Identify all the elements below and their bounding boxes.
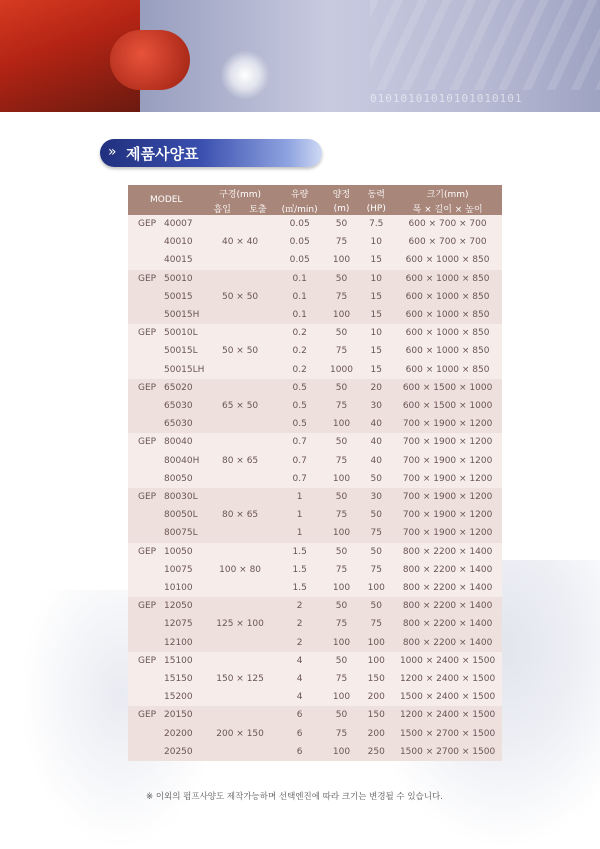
model-cell — [128, 397, 204, 415]
head-cell: 1000 — [324, 361, 360, 379]
head-cell: 50 — [324, 652, 360, 670]
power-cell: 15 — [359, 361, 393, 379]
size-cell: 800 × 2200 × 1400 — [393, 634, 502, 652]
power-cell: 40 — [359, 433, 393, 451]
table-row-group — [128, 543, 502, 598]
table-row-group — [128, 433, 502, 488]
power-cell: 30 — [359, 488, 393, 506]
head-cell: 100 — [324, 415, 360, 433]
light-glow-decoration — [220, 50, 270, 100]
model-number: 50010L — [164, 328, 198, 339]
flow-cell: 0.05 — [276, 251, 324, 269]
model-number: 20150 — [164, 710, 193, 721]
header-flow-unit: (㎥/min) — [276, 202, 324, 215]
header-model: MODEL — [128, 185, 204, 215]
header-banner — [0, 0, 600, 112]
model-number: 10075 — [164, 564, 193, 575]
model-prefix: GEP — [138, 219, 157, 229]
model-cell — [128, 433, 204, 451]
model-number: 20200 — [164, 728, 193, 739]
flow-cell: 6 — [276, 725, 324, 743]
diameter-cell: 80 × 65 — [204, 488, 275, 543]
size-cell: 700 × 1900 × 1200 — [393, 506, 502, 524]
model-prefix: GEP — [138, 655, 157, 666]
power-cell: 30 — [359, 397, 393, 415]
model-cell — [128, 634, 204, 652]
power-cell: 40 — [359, 415, 393, 433]
power-cell: 100 — [359, 634, 393, 652]
header-suction: 흡입 — [204, 202, 240, 215]
power-cell: 100 — [359, 652, 393, 670]
size-cell: 600 × 700 × 700 — [393, 233, 502, 251]
model-prefix: GEP — [138, 546, 157, 557]
flow-cell: 4 — [276, 670, 324, 688]
table-row-group — [128, 215, 502, 270]
table-row-group — [128, 270, 502, 325]
model-cell — [128, 251, 204, 269]
size-cell: 700 × 1900 × 1200 — [393, 415, 502, 433]
flow-cell: 1 — [276, 488, 324, 506]
model-number: 10100 — [164, 583, 193, 594]
power-cell: 200 — [359, 725, 393, 743]
flow-cell: 4 — [276, 688, 324, 706]
model-number: 50010 — [164, 273, 193, 284]
flow-cell: 1 — [276, 524, 324, 542]
power-cell: 40 — [359, 452, 393, 470]
header-head-unit: (m) — [324, 202, 360, 215]
power-cell: 20 — [359, 379, 393, 397]
diameter-cell: 50 × 50 — [204, 270, 275, 325]
model-number: 50015 — [164, 291, 193, 302]
header-size: 크기(mm) — [393, 185, 502, 202]
double-chevron-icon: » — [108, 144, 117, 160]
size-cell: 800 × 2200 × 1400 — [393, 561, 502, 579]
size-cell: 1200 × 2400 × 1500 — [393, 706, 502, 724]
power-cell: 15 — [359, 342, 393, 360]
table-row — [128, 725, 502, 743]
model-number: 80040 — [164, 437, 193, 448]
model-cell — [128, 233, 204, 251]
table-row — [128, 688, 502, 706]
model-number: 80030L — [164, 492, 198, 503]
model-prefix: GEP — [138, 601, 157, 612]
power-cell: 10 — [359, 233, 393, 251]
model-number: 40007 — [164, 219, 193, 229]
table-row — [128, 488, 502, 506]
table-row — [128, 597, 502, 615]
diameter-cell: 80 × 65 — [204, 433, 275, 488]
header-flow: 유량 — [276, 185, 324, 202]
table-row-group — [128, 706, 502, 761]
model-number: 80050L — [164, 510, 198, 521]
diameter-cell: 40 × 40 — [204, 215, 275, 270]
model-cell — [128, 615, 204, 633]
model-number: 50015LH — [164, 364, 205, 375]
power-cell: 75 — [359, 524, 393, 542]
model-cell — [128, 324, 204, 342]
table-row — [128, 270, 502, 288]
table-row — [128, 743, 502, 761]
table-row — [128, 706, 502, 724]
size-cell: 800 × 2200 × 1400 — [393, 543, 502, 561]
flow-cell: 6 — [276, 743, 324, 761]
size-cell: 1200 × 2400 × 1500 — [393, 670, 502, 688]
model-prefix: GEP — [138, 328, 157, 339]
power-cell: 15 — [359, 288, 393, 306]
size-cell: 600 × 1000 × 850 — [393, 342, 502, 360]
table-row — [128, 215, 502, 233]
table-row — [128, 251, 502, 269]
flow-cell: 0.05 — [276, 215, 324, 233]
model-cell — [128, 470, 204, 488]
flow-cell: 1.5 — [276, 561, 324, 579]
header-power-unit: (HP) — [359, 202, 393, 215]
head-cell: 50 — [324, 215, 360, 233]
model-number: 80075L — [164, 528, 198, 539]
footnote: ※ 이외의 펌프사양도 제작가능하며 선택엔진에 따라 크기는 변경될 수 있습니다. — [146, 792, 443, 802]
diameter-cell: 65 × 50 — [204, 379, 275, 434]
model-prefix: GEP — [138, 492, 157, 503]
size-cell: 1500 × 2700 × 1500 — [393, 743, 502, 761]
diameter-cell: 50 × 50 — [204, 324, 275, 379]
table-row — [128, 433, 502, 451]
head-cell: 75 — [324, 615, 360, 633]
pump-casing-image — [110, 30, 190, 90]
size-cell: 700 × 1900 × 1200 — [393, 452, 502, 470]
power-cell: 15 — [359, 251, 393, 269]
model-cell — [128, 506, 204, 524]
flow-cell: 6 — [276, 706, 324, 724]
table-row — [128, 233, 502, 251]
head-cell: 50 — [324, 324, 360, 342]
model-number: 50015H — [164, 310, 200, 321]
model-number: 80050 — [164, 473, 193, 484]
power-cell: 15 — [359, 306, 393, 324]
model-prefix: GEP — [138, 382, 157, 393]
head-cell: 100 — [324, 251, 360, 269]
model-number: 65030 — [164, 419, 193, 430]
flow-cell: 1.5 — [276, 579, 324, 597]
model-number: 15200 — [164, 692, 193, 703]
model-cell — [128, 342, 204, 360]
header-discharge: 토출 — [240, 202, 276, 215]
diameter-cell: 200 × 150 — [204, 706, 275, 761]
header-power: 동력 — [359, 185, 393, 202]
table-row — [128, 379, 502, 397]
model-prefix: GEP — [138, 273, 157, 284]
power-cell: 50 — [359, 470, 393, 488]
flow-cell: 2 — [276, 634, 324, 652]
model-number: 12075 — [164, 619, 193, 630]
table-row-group — [128, 652, 502, 707]
model-cell — [128, 706, 204, 724]
model-cell — [128, 306, 204, 324]
section-title: 제품사양표 — [126, 145, 199, 163]
head-cell: 100 — [324, 470, 360, 488]
head-cell: 50 — [324, 543, 360, 561]
power-cell: 50 — [359, 597, 393, 615]
size-cell: 700 × 1900 × 1200 — [393, 524, 502, 542]
head-cell: 100 — [324, 306, 360, 324]
binary-decoration-text: 01010101010101010101 — [370, 92, 523, 105]
diameter-cell: 100 × 80 — [204, 543, 275, 598]
model-number: 12100 — [164, 637, 193, 648]
model-cell — [128, 725, 204, 743]
size-cell: 700 × 1900 × 1200 — [393, 433, 502, 451]
head-cell: 50 — [324, 706, 360, 724]
table-row — [128, 397, 502, 415]
head-cell: 75 — [324, 233, 360, 251]
flow-cell: 0.5 — [276, 379, 324, 397]
table-row — [128, 524, 502, 542]
model-cell — [128, 597, 204, 615]
stripe-decoration — [370, 0, 600, 90]
model-prefix: GEP — [138, 437, 157, 448]
model-number: 65030 — [164, 401, 193, 412]
head-cell: 75 — [324, 670, 360, 688]
table-row-group — [128, 488, 502, 543]
model-cell — [128, 561, 204, 579]
table-row — [128, 415, 502, 433]
table-row — [128, 543, 502, 561]
model-number: 40010 — [164, 237, 193, 248]
size-cell: 700 × 1900 × 1200 — [393, 488, 502, 506]
size-cell: 600 × 700 × 700 — [393, 215, 502, 233]
table-row-group — [128, 324, 502, 379]
flow-cell: 0.7 — [276, 452, 324, 470]
diameter-cell: 125 × 100 — [204, 597, 275, 652]
head-cell: 50 — [324, 488, 360, 506]
flow-cell: 0.2 — [276, 361, 324, 379]
diameter-cell: 150 × 125 — [204, 652, 275, 707]
table-row — [128, 470, 502, 488]
size-cell: 800 × 2200 × 1400 — [393, 579, 502, 597]
header-size-unit: 폭 × 길이 × 높이 — [393, 202, 502, 215]
model-cell — [128, 579, 204, 597]
model-number: 20250 — [164, 746, 193, 757]
head-cell: 75 — [324, 452, 360, 470]
size-cell: 600 × 1000 × 850 — [393, 251, 502, 269]
power-cell: 250 — [359, 743, 393, 761]
table-row — [128, 324, 502, 342]
head-cell: 75 — [324, 506, 360, 524]
section-title-badge — [100, 139, 322, 167]
flow-cell: 0.5 — [276, 397, 324, 415]
power-cell: 10 — [359, 270, 393, 288]
table-row — [128, 579, 502, 597]
model-cell — [128, 543, 204, 561]
table-row-group — [128, 379, 502, 434]
size-cell: 600 × 1000 × 850 — [393, 288, 502, 306]
flow-cell: 0.1 — [276, 306, 324, 324]
size-cell: 600 × 1000 × 850 — [393, 361, 502, 379]
head-cell: 75 — [324, 288, 360, 306]
model-cell — [128, 652, 204, 670]
header-diameter: 구경(mm) — [204, 185, 275, 202]
model-cell — [128, 361, 204, 379]
size-cell: 600 × 1000 × 850 — [393, 324, 502, 342]
table-row — [128, 506, 502, 524]
flow-cell: 2 — [276, 597, 324, 615]
head-cell: 75 — [324, 725, 360, 743]
table-row — [128, 452, 502, 470]
head-cell: 50 — [324, 433, 360, 451]
size-cell: 1500 × 2400 × 1500 — [393, 688, 502, 706]
spec-table — [128, 185, 502, 761]
head-cell: 100 — [324, 524, 360, 542]
model-cell — [128, 743, 204, 761]
size-cell: 600 × 1500 × 1000 — [393, 397, 502, 415]
flow-cell: 0.2 — [276, 324, 324, 342]
head-cell: 100 — [324, 743, 360, 761]
power-cell: 50 — [359, 543, 393, 561]
head-cell: 100 — [324, 688, 360, 706]
model-number: 80040H — [164, 455, 200, 466]
power-cell: 7.5 — [359, 215, 393, 233]
flow-cell: 0.1 — [276, 288, 324, 306]
head-cell: 50 — [324, 270, 360, 288]
model-cell — [128, 452, 204, 470]
model-cell — [128, 215, 204, 233]
power-cell: 75 — [359, 561, 393, 579]
model-number: 10050 — [164, 546, 193, 557]
size-cell: 600 × 1000 × 850 — [393, 306, 502, 324]
flow-cell: 0.7 — [276, 470, 324, 488]
model-cell — [128, 288, 204, 306]
model-cell — [128, 379, 204, 397]
flow-cell: 1 — [276, 506, 324, 524]
table-row — [128, 652, 502, 670]
table-row — [128, 670, 502, 688]
table-row — [128, 342, 502, 360]
flow-cell: 0.05 — [276, 233, 324, 251]
model-number: 15100 — [164, 655, 193, 666]
flow-cell: 0.2 — [276, 342, 324, 360]
power-cell: 150 — [359, 706, 393, 724]
flow-cell: 4 — [276, 652, 324, 670]
model-number: 50015L — [164, 346, 198, 357]
size-cell: 700 × 1900 × 1200 — [393, 470, 502, 488]
power-cell: 75 — [359, 615, 393, 633]
table-row — [128, 561, 502, 579]
flow-cell: 0.5 — [276, 415, 324, 433]
model-prefix: GEP — [138, 710, 157, 721]
model-cell — [128, 488, 204, 506]
model-cell — [128, 670, 204, 688]
head-cell: 100 — [324, 634, 360, 652]
power-cell: 150 — [359, 670, 393, 688]
size-cell: 600 × 1000 × 850 — [393, 270, 502, 288]
table-row — [128, 361, 502, 379]
power-cell: 50 — [359, 506, 393, 524]
header-head: 양정 — [324, 185, 360, 202]
head-cell: 50 — [324, 379, 360, 397]
head-cell: 75 — [324, 342, 360, 360]
power-cell: 10 — [359, 324, 393, 342]
head-cell: 100 — [324, 579, 360, 597]
model-cell — [128, 524, 204, 542]
head-cell: 75 — [324, 397, 360, 415]
head-cell: 75 — [324, 561, 360, 579]
table-row — [128, 288, 502, 306]
size-cell: 1000 × 2400 × 1500 — [393, 652, 502, 670]
table-row — [128, 306, 502, 324]
model-number: 40015 — [164, 255, 193, 266]
power-cell: 200 — [359, 688, 393, 706]
model-cell — [128, 415, 204, 433]
size-cell: 800 × 2200 × 1400 — [393, 615, 502, 633]
model-number: 15150 — [164, 674, 193, 685]
flow-cell: 1.5 — [276, 543, 324, 561]
flow-cell: 2 — [276, 615, 324, 633]
model-cell — [128, 270, 204, 288]
size-cell: 1500 × 2700 × 1500 — [393, 725, 502, 743]
model-cell — [128, 688, 204, 706]
model-number: 65020 — [164, 382, 193, 393]
model-number: 12050 — [164, 601, 193, 612]
size-cell: 600 × 1500 × 1000 — [393, 379, 502, 397]
table-row — [128, 634, 502, 652]
size-cell: 800 × 2200 × 1400 — [393, 597, 502, 615]
table-row-group — [128, 597, 502, 652]
flow-cell: 0.7 — [276, 433, 324, 451]
power-cell: 100 — [359, 579, 393, 597]
table-row — [128, 615, 502, 633]
head-cell: 50 — [324, 597, 360, 615]
flow-cell: 0.1 — [276, 270, 324, 288]
